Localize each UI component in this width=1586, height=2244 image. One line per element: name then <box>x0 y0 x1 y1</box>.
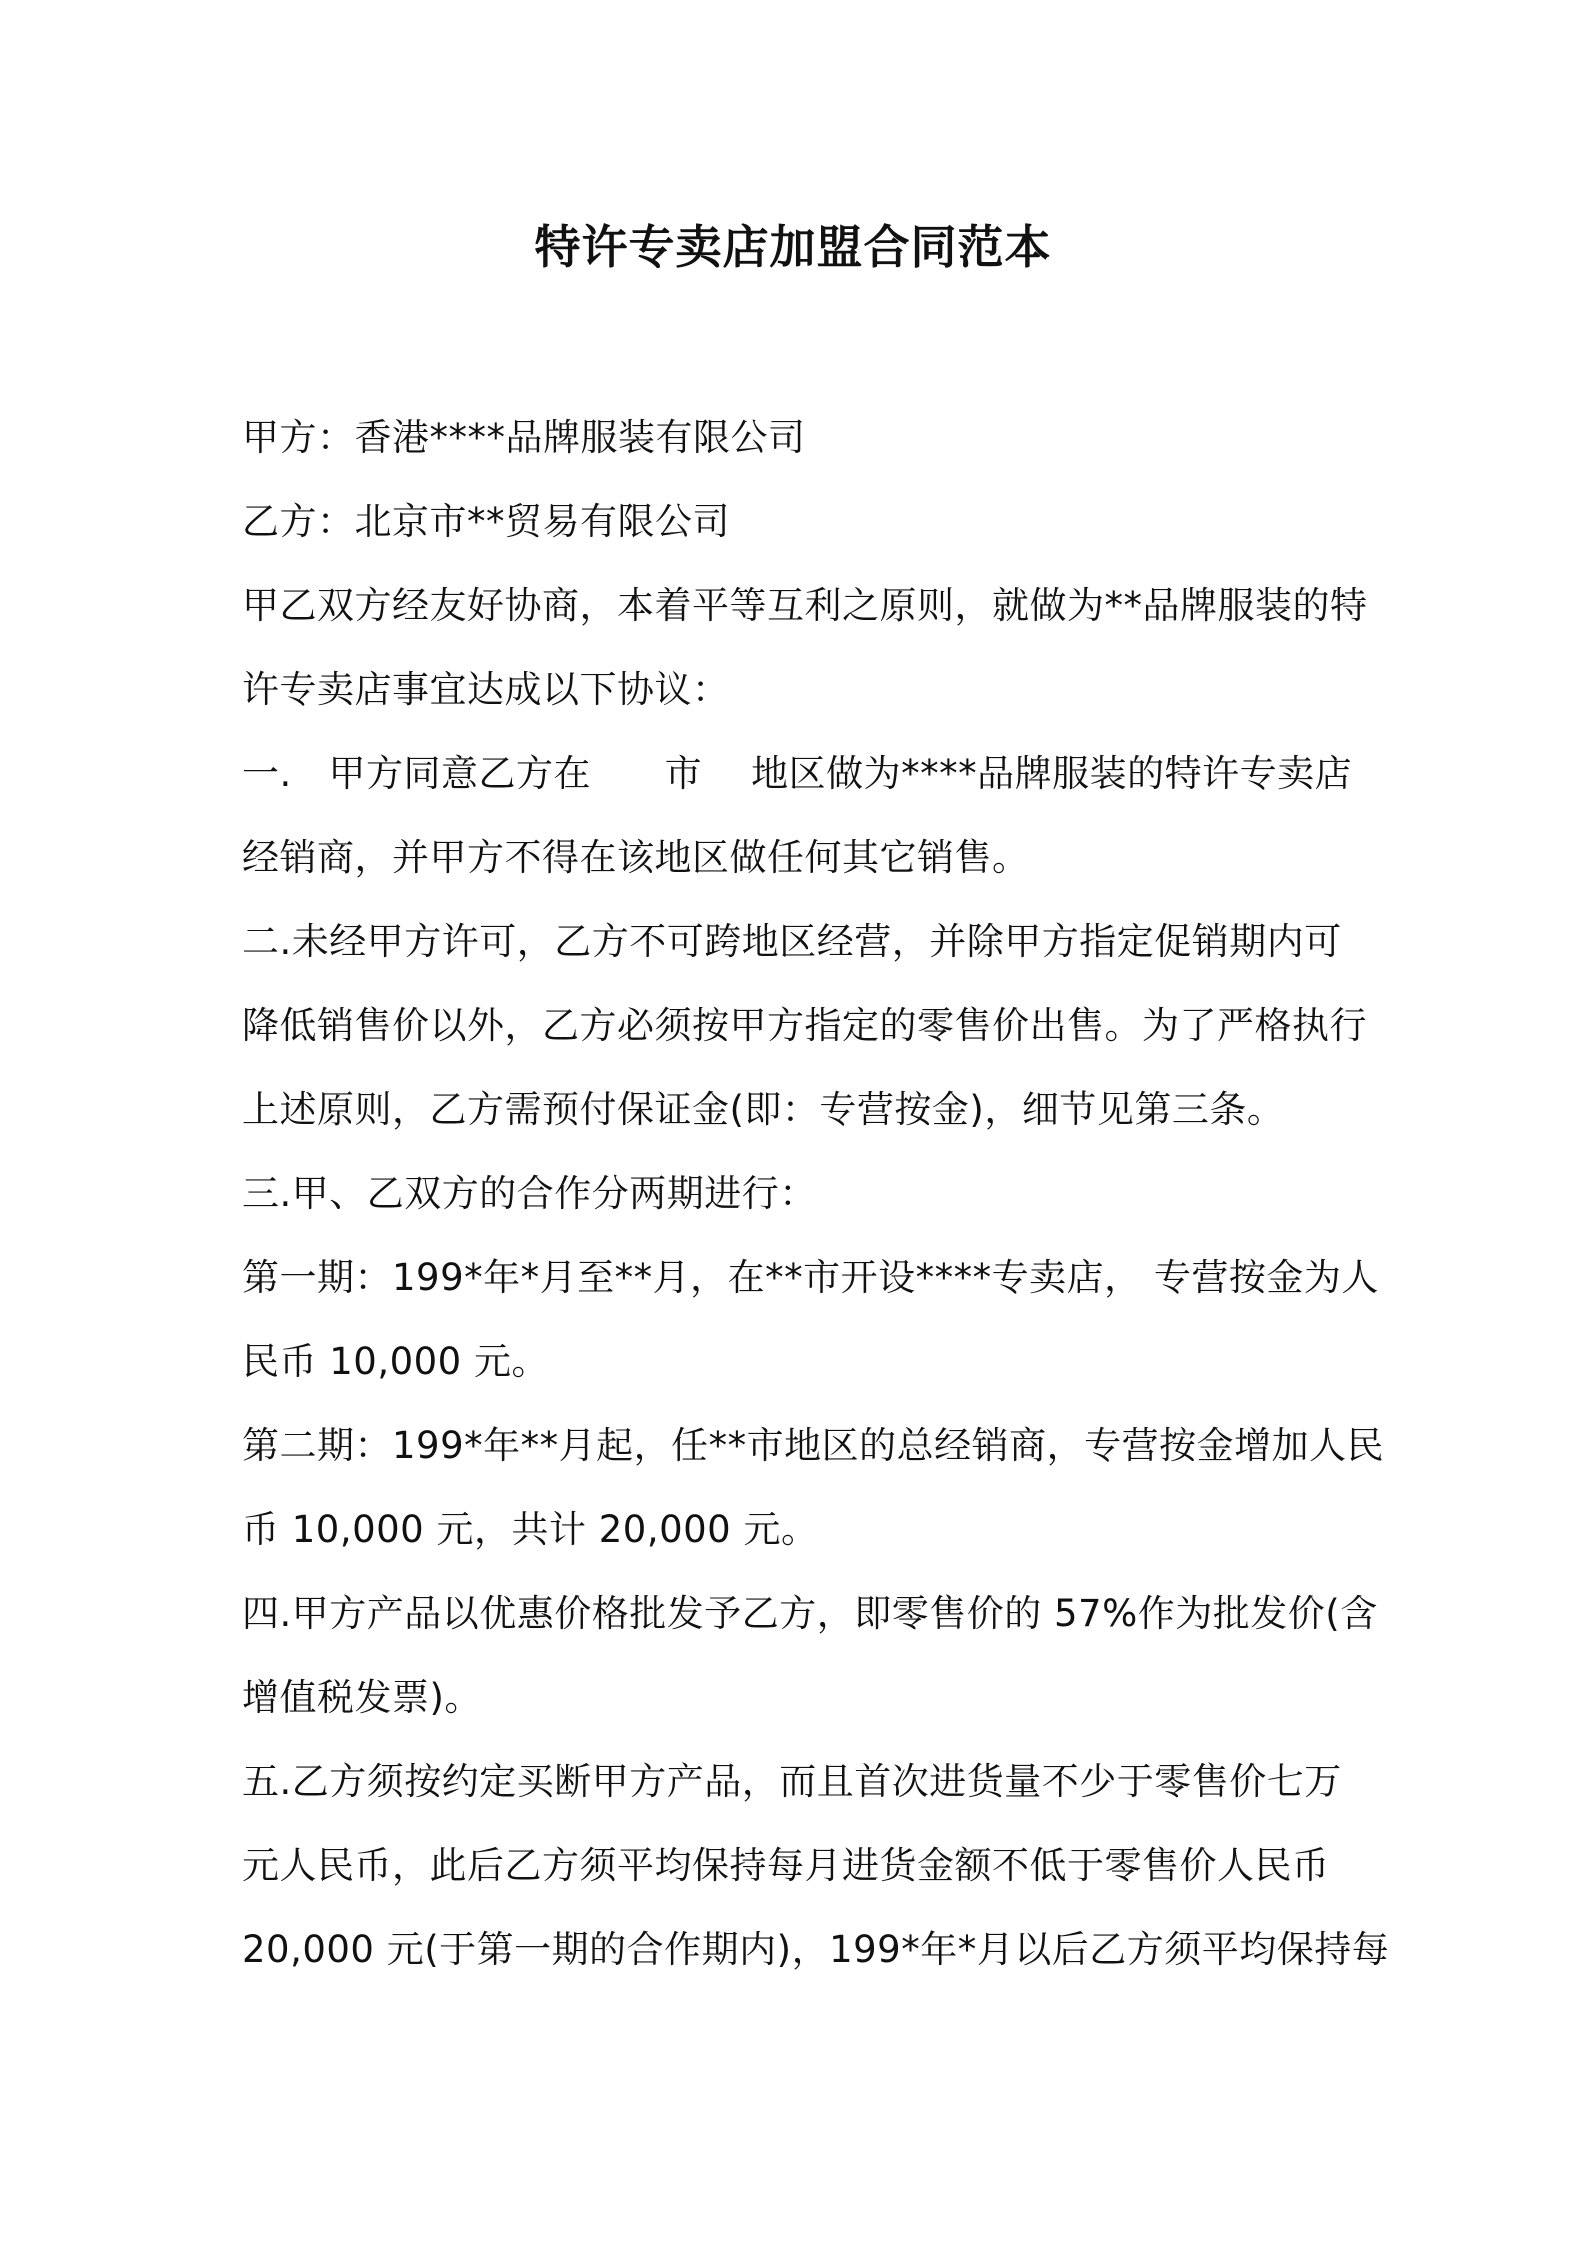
phase-2-line-1: 第二期：199*年**月起，任**市地区的总经销商，专营按金增加人民 <box>242 1424 1385 1467</box>
clause-1-line-1: 一. 甲方同意乙方在 市 地区做为****品牌服装的特许专卖店 <box>242 752 1353 795</box>
document-title: 特许专卖店加盟合同范本 <box>534 220 1052 274</box>
phase-1-line-2: 民币 10,000 元。 <box>242 1340 549 1383</box>
phase-2-line-2: 币 10,000 元，共计 20,000 元。 <box>242 1508 819 1551</box>
clause-4-line-2: 增值税发票)。 <box>242 1676 482 1719</box>
party-a-line: 甲方：香港****品牌服装有限公司 <box>242 416 806 459</box>
clause-2-line-3: 上述原则，乙方需预付保证金(即：专营按金)，细节见第三条。 <box>242 1088 1285 1131</box>
clause-5-line-1: 五.乙方须按约定买断甲方产品，而且首次进货量不少于零售价七万 <box>242 1760 1342 1803</box>
clause-2-line-2: 降低销售价以外，乙方必须按甲方指定的零售价出售。为了严格执行 <box>242 1004 1367 1047</box>
preamble-line-2: 许专卖店事宜达成以下协议： <box>242 668 730 711</box>
party-b-line: 乙方：北京市**贸易有限公司 <box>242 500 730 543</box>
contract-body <box>242 396 1390 1992</box>
clause-3-heading: 三.甲、乙双方的合作分两期进行： <box>242 1172 817 1215</box>
preamble-line-1: 甲乙双方经友好协商，本着平等互利之原则，就做为**品牌服装的特 <box>242 584 1368 627</box>
clause-2-line-1: 二.未经甲方许可，乙方不可跨地区经营，并除甲方指定促销期内可 <box>242 920 1342 963</box>
phase-1-line-1: 第一期：199*年*月至**月，在**市开设****专卖店， 专营按金为人 <box>242 1256 1379 1299</box>
clause-1-line-2: 经销商，并甲方不得在该地区做任何其它销售。 <box>242 836 1030 879</box>
clause-5-line-3: 20,000 元(于第一期的合作期内)，199*年*月以后乙方须平均保持每 <box>242 1928 1390 1971</box>
clause-4-line-1: 四.甲方产品以优惠价格批发予乙方，即零售价的 57%作为批发价(含 <box>242 1592 1378 1635</box>
clause-5-line-2: 元人民币，此后乙方须平均保持每月进货金额不低于零售价人民币 <box>242 1844 1330 1887</box>
